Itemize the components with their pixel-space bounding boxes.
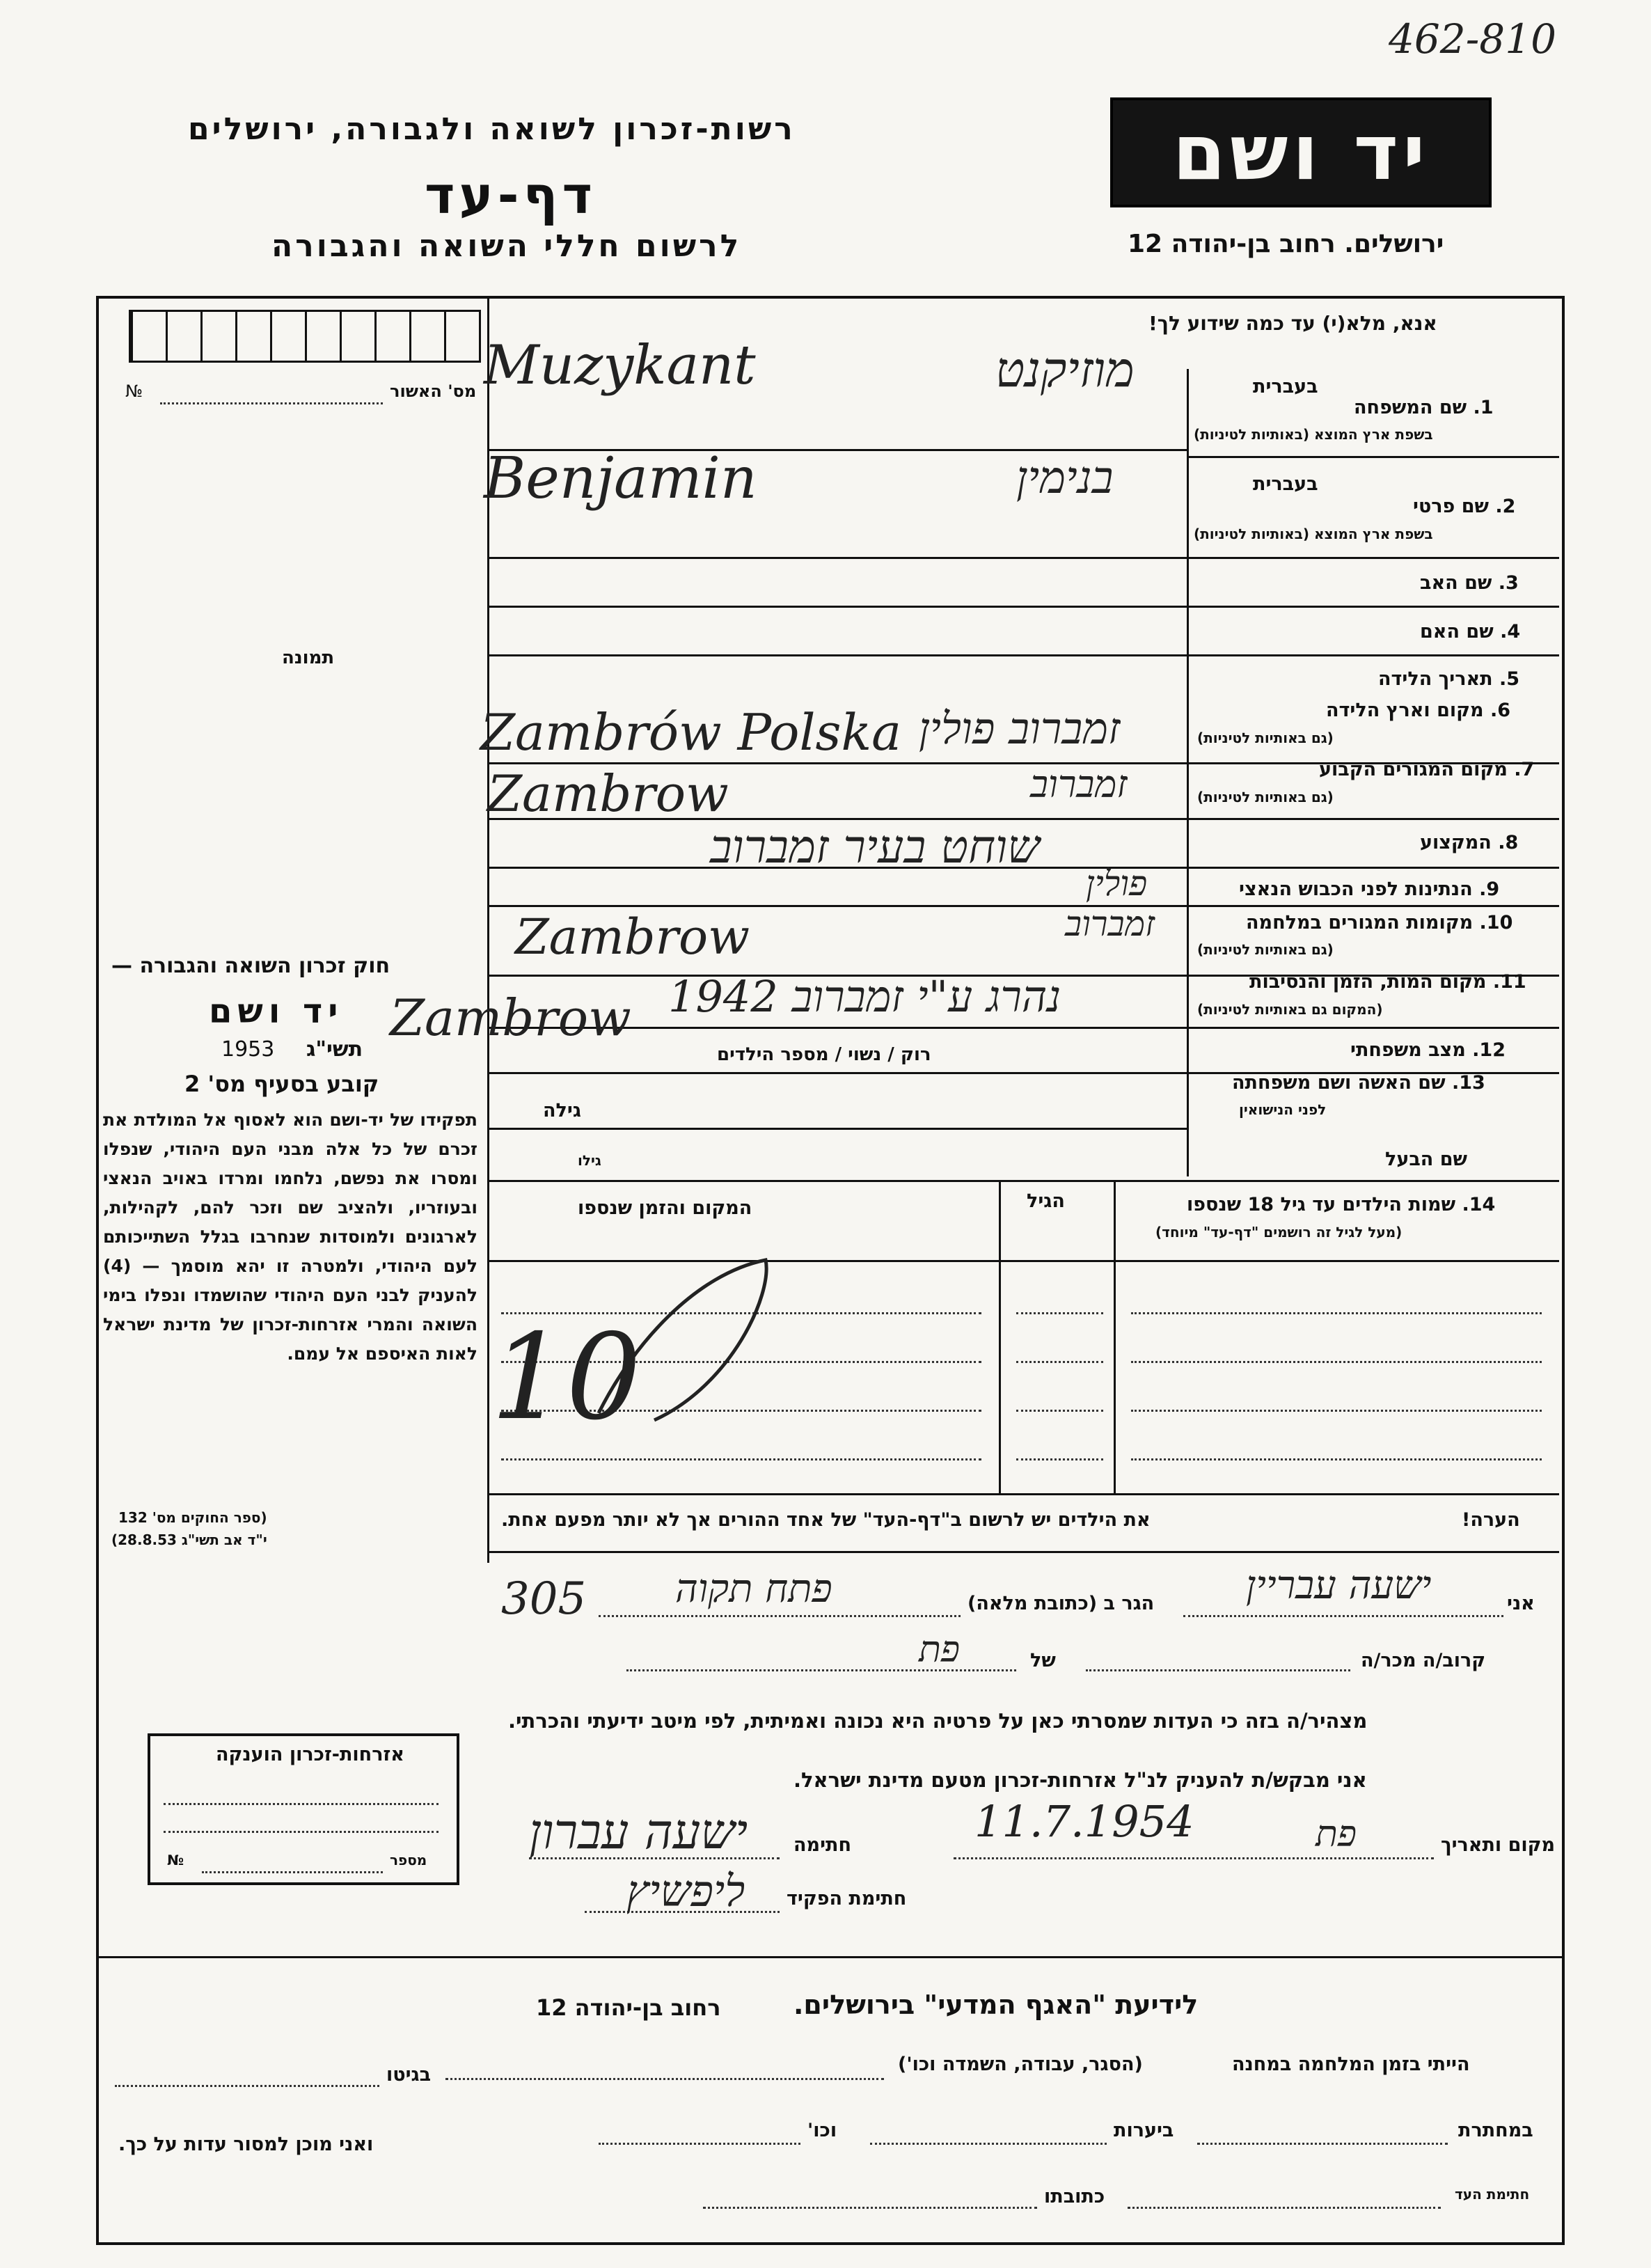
relation-of: פת xyxy=(919,1629,960,1671)
children-mark: 10 xyxy=(491,1309,642,1447)
entry-war-residence-latin: Zambrow xyxy=(515,908,750,966)
label-in-hebrew-2: בעברית xyxy=(1253,473,1318,495)
label-first-name-sub: בשפת ארץ המוצא (באותיות לטיניות) xyxy=(1194,526,1433,542)
witness-signature: ישעה עברון xyxy=(529,1803,748,1860)
law-section: קובע בסעיף מס' 2 xyxy=(184,1071,379,1097)
bottom-line1-c: בגיטו xyxy=(386,2064,432,2086)
label-birth-date: 5. תאריך הלידה xyxy=(1378,668,1520,690)
label-marital: 12. מצב משפחתי xyxy=(1350,1039,1506,1061)
citizenship-number-label: מספר xyxy=(390,1852,427,1868)
witness-code: 305 xyxy=(501,1573,587,1625)
label-husband: שם הבעל xyxy=(1385,1149,1468,1170)
bottom-line1-b: (הסגר, עבודה, השמדה וכו') xyxy=(898,2054,1143,2075)
entry-occupation: שוחט בעיר זמברוב xyxy=(710,820,1040,874)
id-boxes xyxy=(129,310,481,363)
label-death-sub: (המקום גם באותיות לטיניות) xyxy=(1197,1001,1383,1018)
date-value: 11.7.1954 xyxy=(974,1796,1194,1847)
label-age-her: גילה xyxy=(543,1100,581,1121)
bottom-line1-a: הייתי בזמן המלחמה במחנה xyxy=(1232,2054,1470,2075)
entry-family-name-hebrew: מוזיקנט xyxy=(995,341,1135,398)
archive-number: 462-810 xyxy=(1389,15,1557,63)
institution-name: רשות-זכרון לשואה ולגבורה, ירושלים xyxy=(188,111,796,147)
label-in-hebrew-1: בעברית xyxy=(1253,376,1318,397)
entry-war-residence-hebrew: זמברוב xyxy=(1065,904,1155,944)
request: אני מבקש/ת להעניק לנ"ל אזרחות-זכרון מטעם מדינת ישראל. xyxy=(793,1768,1367,1792)
entry-nationality: פולין xyxy=(1086,863,1148,904)
declaration: מצהיר/ה בזה כי העדות שמסרתי כאן על פרטיה היא נכונה ואמיתית, לפי מיטב ידיעתי והכרתי. xyxy=(508,1709,1368,1733)
bottom-line2-a: במחתרת xyxy=(1458,2120,1533,2141)
label-wife-name: 13. שם האשה ושם משפחתה xyxy=(1232,1072,1485,1094)
officer-signature: ליפשיץ xyxy=(626,1866,745,1916)
entry-residence-latin: Zambrow xyxy=(487,764,729,823)
bottom-title: לידיעת "האגף המדעי" בירושלים. xyxy=(793,1990,1199,2020)
law-year: 1953 xyxy=(221,1037,275,1062)
label-children: 14. שמות הילדים עד גיל 18 שנספו xyxy=(1187,1194,1496,1215)
label-residing: הגר ב (כתובת מלאה) xyxy=(967,1593,1155,1614)
bottom-line3-a: חתימת העד xyxy=(1455,2186,1530,2203)
label-mother-name: 4. שם האם xyxy=(1420,621,1521,643)
entry-birthplace-hebrew: זמברוב פולין xyxy=(919,703,1121,754)
label-birthplace-sub: (גם באותיות לטיניות) xyxy=(1197,730,1334,746)
entry-residence-hebrew: זמברוב xyxy=(1030,762,1128,806)
label-death: 11. מקום המות, הזמן והנסיבות xyxy=(1249,971,1526,993)
label-family-name-sub: בשפת ארץ המוצא (באותיות לטיניות) xyxy=(1194,426,1433,443)
citizenship-box-title: אזרחות-זכרון הוענקה xyxy=(216,1744,404,1765)
form-subtitle: לרשום חללי השואה והגבורה xyxy=(271,228,742,264)
label-child-age: הגיל xyxy=(1027,1190,1065,1212)
entry-first-name-latin: Benjamin xyxy=(484,446,757,512)
label-birthplace: 6. מקום וארץ הלידה xyxy=(1326,700,1511,721)
label-signature: חתימה xyxy=(793,1834,852,1856)
entry-family-name-latin: Muzykant xyxy=(484,334,756,397)
label-children-sub: (מעל לגיל זה רושמים "דף-עד" מיוחד) xyxy=(1155,1224,1403,1241)
label-residence: 7. מקום המגורים הקבוע xyxy=(1319,759,1535,780)
approval-label: מס' האשור xyxy=(390,381,477,401)
form-title: דף-עד xyxy=(425,166,597,226)
yad-vashem-logo: יד ושם xyxy=(1110,97,1492,207)
label-age-him: גילו xyxy=(578,1152,601,1169)
law-ref-2: י"ד אב תשי"ג 28.8.53) xyxy=(111,1531,267,1548)
label-father-name: 3. שם האב xyxy=(1420,572,1519,594)
label-occupation: 8. המקצוע xyxy=(1420,832,1519,853)
law-year-hebrew: תשי"ג xyxy=(306,1037,363,1062)
label-wife-name-sub: לפני הנישואין xyxy=(1239,1101,1327,1118)
label-family-name: 1. שם המשפחה xyxy=(1354,397,1494,418)
children-strike-mark xyxy=(592,1246,787,1434)
witness-address: פתח תקוה xyxy=(675,1566,832,1612)
label-nationality: 9. הנתינות לפני הכבוש הנאצי xyxy=(1239,879,1500,900)
law-ref-1: (ספר החוקים מס' 132 xyxy=(118,1509,267,1526)
header-address: ירושלים. רחוב בן-יהודה 12 xyxy=(1128,230,1444,258)
label-war-residence: 10. מקומות המגורים במלחמה xyxy=(1246,912,1513,934)
witness-name: ישעה עבריין xyxy=(1246,1563,1432,1608)
label-officer-signature: חתימת הפקיד xyxy=(787,1888,907,1909)
place-value: פת xyxy=(1316,1813,1357,1855)
bottom-address: רחוב בן-יהודה 12 xyxy=(536,1994,721,2021)
label-relative: קרוב/ה מכר/ה xyxy=(1361,1650,1486,1671)
entry-birthplace-latin: Zambrów Polska xyxy=(480,703,902,762)
note-label: הערה! xyxy=(1462,1509,1520,1531)
entry-first-name-hebrew: בנימין xyxy=(1016,452,1114,504)
law-title: חוק זכרון השואה והגבורה — xyxy=(111,954,390,978)
label-i: אני xyxy=(1507,1593,1535,1614)
law-text: תפקידו של יד-ושם הוא לאסוף אל המולדת את זכרם של כל אלה מבני העם היהודי, שנפלו ומסרו את נפשם, נלחמו ומרדו באויב הנאצי ובעוזריו, ולהציב שם וזכר להם, לקהילות, לארגונים ולמוסדות שנחרבו בגלל השתייכותם לעם היהודי, ולמטרה זו יהא מוסמך — (4) להעניק לבני העם היהודי שהושמדו ונפלו בימי השואה והמרי אזרחות-זכרון של מדינת ישראל לאות האיספם אל עמם. xyxy=(103,1110,477,1364)
bottom-line2-d: ואני מוכן למסור עדות על כך. xyxy=(118,2134,374,2155)
citizenship-number-sign: № xyxy=(167,1852,184,1868)
label-of: של xyxy=(1030,1650,1056,1671)
label-first-name: 2. שם פרטי xyxy=(1413,496,1516,517)
entry-death-hebrew: נהרג ע"י זמברוב 1942 xyxy=(668,971,1061,1022)
label-marital-options: רוק / נשוי / מספר הילדים xyxy=(717,1044,931,1065)
label-child-place: המקום והזמן שנספו xyxy=(578,1197,752,1219)
bottom-line2-b: ביערות xyxy=(1114,2120,1174,2141)
photo-label: תמונה xyxy=(282,647,335,668)
approval-number-sign: № xyxy=(125,381,143,401)
label-war-residence-sub: (גם באותיות לטיניות) xyxy=(1197,941,1334,958)
bottom-line3-b: כתובתו xyxy=(1044,2186,1105,2207)
label-place-date: מקום ותאריך xyxy=(1441,1834,1556,1856)
bottom-line2-c: וכו' xyxy=(807,2120,837,2141)
entry-death-latin: Zambrow xyxy=(390,989,631,1047)
label-residence-sub: (גם באותיות לטיניות) xyxy=(1197,789,1334,805)
note-text: את הילדים יש לרשום ב"דף-העד" של אחד ההורים אך לא יותר מפעם אחת. xyxy=(501,1509,1151,1531)
instruction: אנא, מלא(י) עד כמה שידוע לך! xyxy=(1148,312,1437,335)
law-name: יד ושם xyxy=(209,992,344,1031)
